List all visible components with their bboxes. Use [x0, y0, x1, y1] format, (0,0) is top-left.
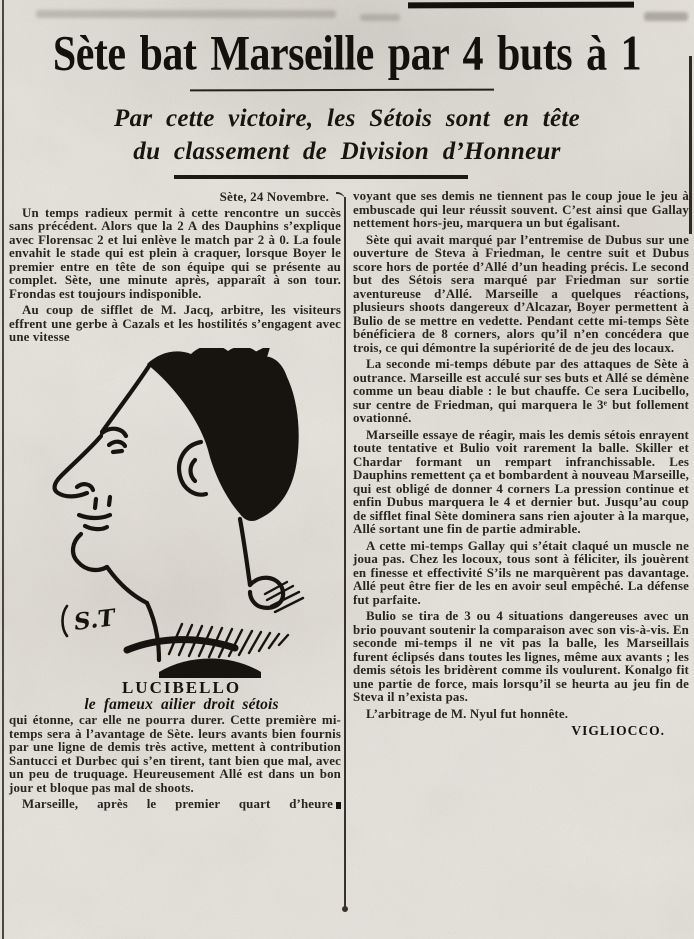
ghost-text-smudge: [644, 12, 688, 21]
paragraph: La seconde mi-temps débute par des attaques de Sète à outrance. Marseille est acculé sur ses buts et Allé se démène comme un beau diable : le but chauffe. Ce sera Lucibello, sur centre de Friedman, qui marquera le 3ᵉ but follement ovationné.: [353, 357, 689, 425]
signature-paren: [63, 606, 68, 636]
ink-blot: [336, 802, 341, 809]
paragraph: Marseille essaye de réagir, mais les demis sétois enrayent toute tentative et Bulio voit rarement la balle. Skiller et Chardar formant un rempart infranchissable. Les Dauphins remettent ça et bombardent à nouveau Marseille, qui est obligé de donner 4 corners La pression continue et enfin Dubus marquera le 4 et dernier but. Jusqu’au coup de sifflet final Sète dominera sans rien ajouter à la marque, Allé sortant une fin de partie admirable.: [353, 427, 689, 536]
paragraph: qui étonne, car elle ne pourra durer. Cette première mi-temps sera à l’avantage de Sète. leurs avants bien fournis par une ligne de demis très active, mettent à contribution Santucci et Durbec qui s’en tirent, tant bien que mal, avec un peu de truquage. Heureusement Allé est dans un bon jour et bloque pas mal de shoots.: [9, 713, 341, 795]
paragraph: Bulio se tira de 3 ou 4 situations dangereuses avec un brio pouvant soutenir la comparaison avec son vis-à-vis. En seconde mi-temps il ne vit pas la balle, les Marseillais furent éclipsés dans toutes les lignes, même aux avants ; les demis sétois les bridèrent comme ils voulurent. Konalgo fit une partie de force, mais lorsqu’il se heurta au jeu fin de Steva il n’exista pas.: [353, 609, 689, 704]
figure-caption-subtitle: le fameux ailier droit sétois: [84, 695, 279, 713]
right-column: [353, 190, 689, 741]
hair: [147, 348, 299, 521]
subheadline-line1: Par cette victoire, les Sétois sont en tête: [114, 105, 580, 132]
caricature-figure: [9, 348, 341, 682]
philtrum: [95, 499, 96, 508]
ghost-text-smudge: [360, 14, 400, 21]
forehead-line: [102, 366, 149, 432]
left-column: [9, 190, 341, 815]
column-divider-rule: [344, 197, 346, 907]
eye: [109, 441, 125, 445]
top-divider-bar-fragment: [408, 2, 634, 9]
ghost-text-smudge: [36, 10, 336, 18]
front-neck: [147, 603, 159, 660]
eye-line: [113, 451, 122, 452]
jaw-line: [107, 567, 147, 603]
chest-blob: [159, 658, 261, 678]
paragraph-continuation-text: Marseille, après le premier quart d’heure: [22, 797, 333, 811]
paragraph: Au coup de sifflet de M. Jacq, arbitre, les visiteurs effrent une gerbe à Cazals et les hostilités s’engagent avec une vitesse: [9, 303, 341, 344]
paragraph: voyant que ses demis ne tiennent pas le coup joue le jeu à embuscade qui leur réussit souvent. C’est ainsi que Gallay nettement hors-jeu, marquera un but égalisant.: [353, 189, 689, 230]
author-byline: VIGLIOCCO.: [571, 723, 665, 738]
subheadline-line2: du classement de Division d’Honneur: [133, 138, 561, 165]
subheadline-underline: [174, 175, 468, 179]
chin: [73, 534, 107, 570]
lower-lip: [85, 526, 107, 529]
figure-caption-title: LUCIBELLO: [121, 678, 242, 697]
paragraph: A cette mi-temps Gallay qui s’était claqué un muscle ne joua pas. Chez les locoux, tous sont à féliciter, ils jouèrent en finesse et effectivité S’ils ne marquèrent pas davantage. Allé peut être fier de les en avoir seul empêché. La défense fut parfaite.: [353, 538, 689, 607]
ear-inner: [191, 460, 196, 481]
back-neck: [240, 519, 250, 585]
philtrum-2: [109, 497, 110, 505]
paragraph: L’arbitrage de M. Nyul fut honnête.: [366, 706, 569, 721]
artist-signature: S.T: [72, 603, 117, 636]
dateline: Sète, 24 Novembre.: [219, 189, 329, 204]
article-headline: Sète bat Marseille par 4 buts à 1: [52, 27, 642, 82]
article-subheadline: [0, 102, 694, 168]
paragraph-continuation: [9, 798, 341, 812]
caricature-illustration: [9, 348, 341, 678]
paragraph: Un temps radieux permit à cette rencontre un succès sans précédent. Alors que la 2 A des Dauphins s’explique avec Florensac 2 et lui enlève le match par 2 à 0. La foule envahit le stade qui est plein à craquer, lorsque Boyer le premier entre en tête de son équipe qui se présente au complet. Sète, une minute après, apparaît à son tour. Frondas est toujours indisponible.: [9, 205, 341, 301]
paragraph: Sète qui avait marqué par l’entremise de Dubus sur une ouverture de Steva à Friedman, le centre suit et Dubus score hors de portée d’Allé d’un heading précis. Le second but des Sétois sera marqué par Friedman sur sortie aventureuse d’Allé. Marseille a quelques réactions, plusieurs shoots dangereux d’Alcazar, Boyer permettent à Bulio de se mettre en vedette. Pendant cette mi-temps Sète bénéficiera de 8 corners, alors qu’il n’en concédera que trois, ce qui démontre la supériorité de de jeu des locaux.: [353, 232, 689, 355]
nostril: [77, 484, 93, 490]
headline-underline: [190, 89, 494, 92]
mouth: [79, 515, 110, 518]
eyebrow: [102, 428, 126, 435]
